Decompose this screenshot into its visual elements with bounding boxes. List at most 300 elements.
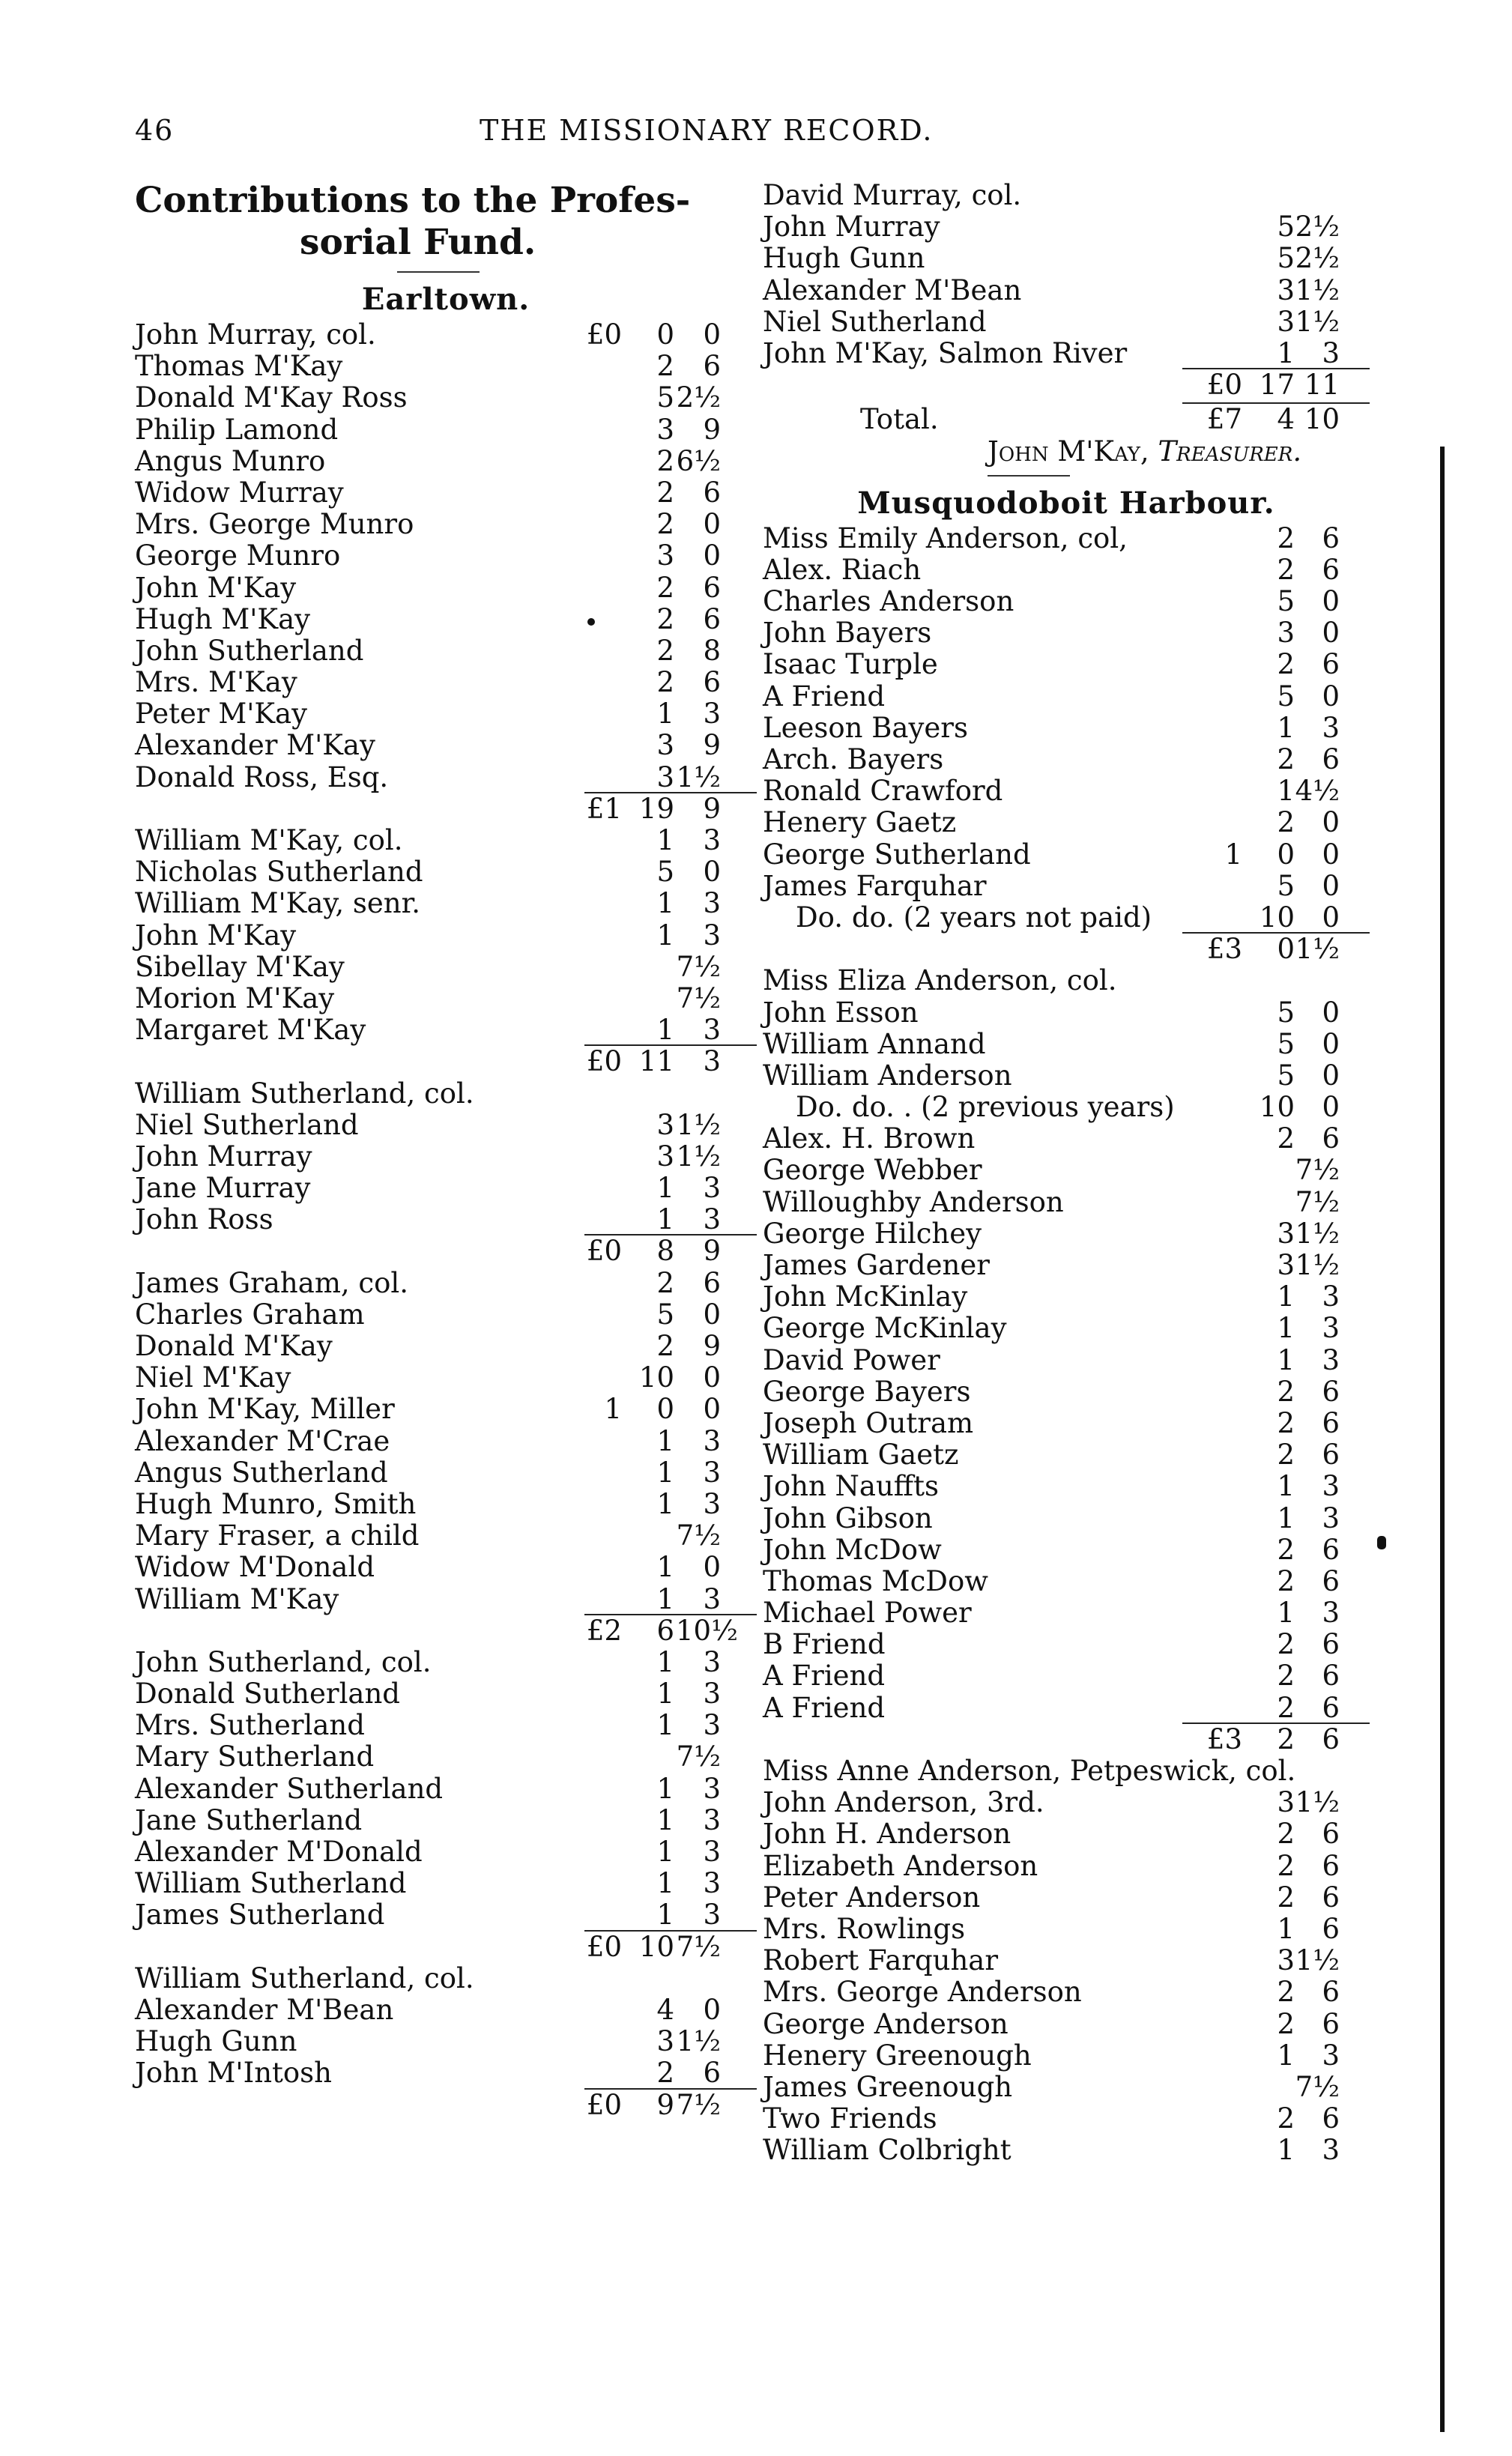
amount-pence: 3	[703, 1836, 721, 1868]
contributor-name: John Sutherland, col.	[135, 1645, 432, 1678]
amount-shillings: 1	[656, 1203, 674, 1236]
contribution-row	[135, 667, 757, 698]
contribution-row	[763, 997, 1370, 1029]
contributor-name: John McKinlay	[763, 1280, 968, 1313]
contribution-row	[763, 871, 1370, 902]
article-title-line-2: sorial Fund.	[300, 222, 536, 263]
amount-shillings: 2	[1277, 1849, 1295, 1882]
contributor-name: William Anderson	[763, 1059, 1012, 1092]
subtotal-row	[763, 1724, 1370, 1755]
contributor-name: Mrs. Rowlings	[763, 1912, 966, 1945]
amount-pence: 0	[703, 1551, 721, 1584]
contributor-name: John Murray	[763, 211, 940, 244]
contribution-row	[763, 1914, 1370, 1945]
amount-pence: 6	[1322, 1976, 1340, 2009]
contributor-name: William Sutherland, col.	[135, 1962, 474, 1994]
amount-shillings: 5	[656, 1298, 674, 1331]
amount-pence: 1½	[1295, 305, 1340, 338]
amount-shillings: 1	[656, 919, 674, 952]
amount-pence: 7½	[1295, 2070, 1340, 2103]
contributor-name: Mary Fraser, a child	[135, 1519, 420, 1552]
amount-shillings: 2	[656, 666, 674, 699]
contribution-row	[763, 1408, 1370, 1439]
contribution-row	[763, 243, 1370, 274]
amount-pence: 6	[1322, 1722, 1340, 1755]
contributor-name: Nicholas Sutherland	[135, 856, 423, 889]
subtotal-row	[135, 1235, 757, 1267]
contribution-row	[763, 1882, 1370, 1914]
contribution-row	[763, 1060, 1370, 1092]
amount-pence: 9	[703, 792, 721, 825]
contributor-name: Alexander M'Donald	[135, 1836, 423, 1868]
contributor-name: John Esson	[763, 996, 919, 1029]
amount-pence: 6	[1322, 521, 1340, 554]
contribution-row	[763, 681, 1370, 713]
contribution-row	[763, 1187, 1370, 1218]
amount-pence: 3	[703, 1045, 721, 1078]
contributor-name: William Sutherland, col.	[135, 1077, 474, 1110]
amount-pence: 9	[703, 413, 721, 446]
contributor-name: James Greenough	[763, 2070, 1013, 2103]
contribution-row	[763, 744, 1370, 775]
contribution-row	[135, 1710, 757, 1741]
contribution-row	[135, 1457, 757, 1489]
amount-shillings: 1	[656, 1582, 674, 1615]
amount-pence: 8	[703, 634, 721, 667]
contributor-name: William M'Kay, col.	[135, 824, 403, 856]
contribution-row	[135, 1426, 757, 1457]
total-pence: 10	[1304, 403, 1340, 436]
contributor-name: A Friend	[763, 680, 886, 713]
treasurer-name: John M'Kay,	[988, 435, 1149, 468]
amount-pence: 0	[703, 856, 721, 889]
contributor-name: Niel Sutherland	[135, 1108, 359, 1141]
contributor-name: David Murray, col.	[763, 179, 1022, 211]
contribution-row	[135, 446, 757, 477]
amount-pence: 6	[703, 476, 721, 509]
contribution-row	[763, 839, 1370, 871]
amount-shillings: 1	[1277, 775, 1295, 808]
contribution-row	[135, 509, 757, 540]
amount-pence: 9	[703, 1235, 721, 1268]
amount-shillings: 10	[638, 1930, 674, 1963]
contribution-row	[135, 1331, 757, 1362]
amount-pence: 6	[1322, 1818, 1340, 1851]
contribution-row	[763, 965, 1370, 996]
subtotal-row	[763, 369, 1370, 401]
amount-shillings: 5	[1277, 585, 1295, 618]
amount-shillings: 0	[1277, 933, 1295, 966]
contribution-row	[763, 1818, 1370, 1850]
amount-pence: 0	[1322, 806, 1340, 839]
contributor-name: Alex. Riach	[763, 553, 922, 586]
amount-shillings: 0	[656, 1393, 674, 1426]
contribution-row	[763, 1376, 1370, 1408]
amount-pence: 11	[1304, 369, 1340, 402]
contributor-name: Mrs. Sutherland	[135, 1709, 365, 1742]
contributor-name: Thomas M'Kay	[135, 350, 343, 383]
amount-pounds: £3	[1206, 933, 1242, 966]
amount-shillings: 1	[1277, 1501, 1295, 1534]
amount-pence: 6	[1322, 1122, 1340, 1155]
amount-pence: 1½	[676, 1108, 721, 1141]
contributor-name: Philip Lamond	[135, 413, 339, 446]
total-label: Total.	[860, 403, 939, 436]
contribution-row	[763, 617, 1370, 649]
amount-pence: 6	[1322, 1406, 1340, 1439]
amount-pence: 3	[1322, 2134, 1340, 2167]
contribution-row	[135, 1678, 757, 1710]
total-row	[763, 404, 1370, 435]
print-speck	[587, 618, 595, 626]
contribution-row	[135, 825, 757, 856]
contribution-row	[135, 698, 757, 730]
section-divider	[763, 468, 1370, 484]
amount-shillings: 5	[1277, 996, 1295, 1029]
contribution-row	[135, 351, 757, 382]
amount-pence: 0	[703, 539, 721, 572]
amount-pence: 0	[703, 1393, 721, 1426]
amount-pence: 6	[1322, 1375, 1340, 1408]
amount-pence: 0	[1322, 1059, 1340, 1092]
contributor-name: Donald Ross, Esq.	[135, 760, 389, 793]
contributor-name: Miss Emily Anderson, col,	[763, 521, 1128, 554]
earltown-contributions-list	[135, 319, 757, 2121]
amount-pounds: £0	[586, 318, 622, 351]
contributor-name: John M'Kay	[135, 919, 297, 952]
contributor-name: Alexander M'Bean	[763, 273, 1022, 306]
contributor-name: Do. do. . (2 previous years)	[796, 1091, 1175, 1124]
amount-pence: 9	[703, 729, 721, 762]
contributor-name: Jane Murray	[135, 1172, 311, 1205]
amount-pounds: £1	[586, 792, 622, 825]
amount-pence: 3	[703, 1709, 721, 1742]
amount-pounds: £0	[586, 2088, 622, 2121]
title-divider	[135, 264, 757, 280]
contribution-row	[135, 1362, 757, 1394]
contribution-row	[763, 1029, 1370, 1060]
contributor-name: John M'Kay, Miller	[135, 1393, 395, 1426]
contributor-name: James Graham, col.	[135, 1266, 409, 1299]
contributor-name: Charles Anderson	[763, 585, 1014, 618]
amount-shillings: 1	[656, 824, 674, 856]
subtotal-row	[135, 1046, 757, 1077]
amount-pence: 6	[703, 2057, 721, 2090]
amount-shillings: 3	[1277, 1217, 1295, 1250]
amount-shillings: 2	[1277, 1660, 1295, 1693]
contribution-row	[763, 211, 1370, 243]
contribution-row	[763, 554, 1370, 586]
amount-pence: 1½	[1295, 273, 1340, 306]
amount-pence: 7½	[676, 950, 721, 983]
contributor-name: Widow Murray	[135, 476, 344, 509]
amount-pounds: £0	[586, 1045, 622, 1078]
margin-rule	[1440, 447, 1445, 2432]
contributor-name: Isaac Turple	[763, 648, 938, 681]
contribution-row	[763, 1092, 1370, 1123]
contributor-name: Morion M'Kay	[135, 982, 335, 1014]
contribution-row	[135, 1584, 757, 1615]
amount-pence: 6½	[676, 444, 721, 477]
amount-shillings: 1	[1277, 1280, 1295, 1313]
contribution-row	[763, 1439, 1370, 1471]
amount-pence: 7½	[676, 982, 721, 1014]
contribution-row	[135, 604, 757, 635]
amount-shillings: 1	[656, 1424, 674, 1457]
amount-shillings: 5	[656, 381, 674, 414]
contribution-row	[763, 2135, 1370, 2166]
amount-pence: 3	[1322, 2039, 1340, 2072]
contribution-row	[763, 807, 1370, 838]
contributor-name: Alexander M'Kay	[135, 729, 375, 762]
total-shillings: 4	[1277, 403, 1295, 436]
amount-pence: 6	[703, 666, 721, 699]
amount-pence: 1½	[1295, 933, 1340, 966]
contribution-row	[763, 775, 1370, 807]
amount-pence: 3	[703, 1203, 721, 1236]
contribution-row	[135, 382, 757, 414]
contributor-name: John Ross	[135, 1203, 273, 1236]
contribution-row	[135, 1299, 757, 1331]
contributor-name: Mary Sutherland	[135, 1740, 375, 1773]
contribution-row	[135, 2026, 757, 2057]
amount-pence: 6	[1322, 2102, 1340, 2135]
amount-shillings: 5	[1277, 1059, 1295, 1092]
subtotal-row	[763, 934, 1370, 965]
contribution-row	[135, 2057, 757, 2089]
amount-shillings: 5	[1277, 869, 1295, 902]
contributor-name: George Munro	[135, 539, 341, 572]
contributor-name: Widow M'Donald	[135, 1551, 375, 1584]
amount-pence: 0	[703, 1993, 721, 2026]
amount-pence: 2½	[1295, 242, 1340, 275]
amount-shillings: 1	[656, 1836, 674, 1868]
amount-pounds: £0	[586, 1930, 622, 1963]
contributor-name: David Power	[763, 1343, 940, 1376]
contribution-row	[135, 477, 757, 509]
amount-pence: 9	[703, 1330, 721, 1362]
contribution-row	[135, 635, 757, 667]
contributor-name: Mrs. George Anderson	[763, 1976, 1082, 2009]
amount-shillings: 1	[656, 1867, 674, 1900]
contributor-name: Mrs. George Munro	[135, 508, 414, 541]
contribution-row	[135, 1489, 757, 1520]
subtotal-row	[135, 1615, 757, 1647]
amount-shillings: 5	[1277, 211, 1295, 244]
contribution-row	[135, 1204, 757, 1235]
amount-shillings: 1	[656, 1899, 674, 1932]
amount-shillings: 10	[638, 1361, 674, 1394]
contributor-name: Arch. Bayers	[763, 743, 944, 775]
contributor-name: John M'Kay, Salmon River	[763, 336, 1128, 369]
contributor-name: William Sutherland	[135, 1867, 407, 1900]
contribution-row	[135, 730, 757, 761]
amount-shillings: 1	[656, 1803, 674, 1836]
amount-shillings: 2	[1277, 553, 1295, 586]
amount-pence: 3	[703, 1424, 721, 1457]
contributor-name: William M'Kay, senr.	[135, 887, 420, 920]
contribution-row	[135, 1110, 757, 1141]
contributor-name: John Murray, col.	[135, 318, 376, 351]
amount-pence: 6	[1322, 1628, 1340, 1661]
amount-pence: 3	[703, 1803, 721, 1836]
amount-pence: 3	[1322, 336, 1340, 369]
contribution-row	[135, 1552, 757, 1583]
amount-shillings: 1	[1277, 1343, 1295, 1376]
amount-shillings: 3	[656, 1108, 674, 1141]
amount-shillings: 2	[1277, 1628, 1295, 1661]
contributor-name: A Friend	[763, 1660, 886, 1693]
amount-shillings: 1	[1277, 336, 1295, 369]
amount-pounds: £0	[1206, 369, 1242, 402]
contribution-row	[135, 1173, 757, 1204]
amount-pence: 3	[703, 1899, 721, 1932]
contribution-row	[135, 414, 757, 446]
amount-shillings: 10	[1259, 901, 1295, 934]
amount-shillings: 5	[1277, 1027, 1295, 1060]
amount-shillings: 2	[656, 444, 674, 477]
amount-shillings: 3	[1277, 1944, 1295, 1977]
amount-pence: 0	[1322, 680, 1340, 713]
contribution-row	[763, 1629, 1370, 1660]
amount-pence: 6	[703, 602, 721, 635]
amount-shillings: 2	[1277, 2007, 1295, 2040]
contributor-name: William Colbright	[763, 2134, 1011, 2167]
contributor-name: Miss Anne Anderson, Petpeswick, col.	[763, 1755, 1296, 1787]
amount-shillings: 1	[656, 1456, 674, 1489]
contributor-name: Niel M'Kay	[135, 1361, 291, 1394]
contribution-row	[763, 1123, 1370, 1155]
amount-pounds: £2	[586, 1614, 622, 1647]
amount-shillings: 1	[1277, 1597, 1295, 1630]
amount-shillings: 2	[656, 350, 674, 383]
contribution-row	[763, 1281, 1370, 1313]
left-column	[135, 180, 757, 2121]
contributor-name: Angus Sutherland	[135, 1456, 388, 1489]
amount-pence: 4½	[1295, 775, 1340, 808]
contribution-row	[135, 856, 757, 888]
contributor-name: George Bayers	[763, 1375, 971, 1408]
amount-pence: 3	[703, 1772, 721, 1805]
amount-pence: 0	[1322, 617, 1340, 650]
amount-shillings: 11	[638, 1045, 674, 1078]
amount-shillings: 2	[656, 571, 674, 604]
amount-pence: 0	[1322, 996, 1340, 1029]
contribution-row	[135, 540, 757, 572]
amount-shillings: 2	[1277, 1818, 1295, 1851]
article-title-line-1: Contributions to the Profes-	[135, 180, 691, 221]
contribution-row	[135, 1868, 757, 1899]
section-heading-musquodoboit: Musquodoboit Harbour.	[857, 485, 1275, 521]
amount-pence: 0	[703, 1361, 721, 1394]
amount-pence: 3	[1322, 1312, 1340, 1345]
contribution-row	[763, 902, 1370, 934]
amount-shillings: 3	[656, 2025, 674, 2058]
amount-pence: 1½	[676, 760, 721, 793]
contribution-row	[763, 1597, 1370, 1629]
amount-pence: 3	[703, 1014, 721, 1047]
amount-shillings: 2	[1277, 648, 1295, 681]
amount-shillings: 2	[1277, 2102, 1295, 2135]
amount-pence: 6	[1322, 1660, 1340, 1693]
contributor-name: Michael Power	[763, 1597, 972, 1630]
contributor-name: Angus Munro	[135, 444, 326, 477]
contribution-row	[763, 586, 1370, 617]
amount-shillings: 17	[1259, 369, 1295, 402]
contributor-name: Charles Graham	[135, 1298, 365, 1331]
contribution-row	[135, 983, 757, 1014]
amount-pence: 0	[1322, 1027, 1340, 1060]
amount-shillings: 2	[1277, 1375, 1295, 1408]
total-pounds: £7	[1206, 403, 1242, 436]
subtotal-row	[135, 793, 757, 825]
contributor-name: Henery Gaetz	[763, 806, 957, 839]
amount-pence: 6	[1322, 1533, 1340, 1566]
contributor-name: John Murray	[135, 1140, 312, 1173]
amount-pence: 0	[1322, 585, 1340, 618]
contributor-name: Peter M'Kay	[135, 698, 308, 731]
contribution-row	[763, 1945, 1370, 1976]
contribution-row	[135, 1836, 757, 1868]
amount-shillings: 3	[1277, 1786, 1295, 1819]
contribution-row	[763, 338, 1370, 369]
contribution-row	[135, 1078, 757, 1110]
amount-pence: 3	[1322, 1597, 1340, 1630]
amount-pence: 3	[703, 1645, 721, 1678]
amount-pence: 7½	[676, 2088, 721, 2121]
amount-pence: 6	[1322, 1439, 1340, 1472]
contributor-name: A Friend	[763, 1691, 886, 1724]
amount-pence: 2½	[1295, 211, 1340, 244]
contribution-row	[763, 2103, 1370, 2135]
contribution-row	[763, 2009, 1370, 2040]
amount-pounds: £0	[586, 1235, 622, 1268]
amount-pence: 10½	[676, 1614, 738, 1647]
amount-shillings: 3	[1277, 617, 1295, 650]
amount-shillings: 1	[1277, 1312, 1295, 1345]
contribution-row	[763, 1313, 1370, 1344]
amount-shillings: 2	[1277, 1722, 1295, 1755]
contribution-row	[135, 1014, 757, 1046]
contributor-name: Two Friends	[763, 2102, 937, 2135]
contributor-name: John Bayers	[763, 617, 932, 650]
page-number: 46	[135, 114, 175, 147]
amount-shillings: 1	[1277, 2134, 1295, 2167]
amount-pence: 3	[703, 1867, 721, 1900]
contribution-row	[763, 1755, 1370, 1787]
contribution-row	[763, 180, 1370, 211]
amount-shillings: 2	[1277, 1881, 1295, 1914]
contribution-row	[135, 1963, 757, 1994]
amount-pence: 7½	[1295, 1185, 1340, 1218]
amount-pence: 0	[1322, 838, 1340, 871]
contribution-row	[763, 523, 1370, 554]
amount-pence: 6	[1322, 1881, 1340, 1914]
amount-shillings: 1	[656, 1645, 674, 1678]
amount-shillings: 10	[1259, 1091, 1295, 1124]
amount-shillings: 3	[656, 1140, 674, 1173]
amount-pence: 3	[703, 887, 721, 920]
contributor-name: Hugh Munro, Smith	[135, 1487, 417, 1520]
amount-pence: 1½	[1295, 1217, 1340, 1250]
running-title: THE MISSIONARY RECORD.	[480, 114, 934, 147]
contributor-name: Alexander Sutherland	[135, 1772, 444, 1805]
amount-pounds: £3	[1206, 1722, 1242, 1755]
amount-shillings: 1	[1277, 2039, 1295, 2072]
section-heading-earltown: Earltown.	[361, 282, 530, 317]
contribution-row	[135, 952, 757, 983]
amount-pence: 3	[703, 1487, 721, 1520]
